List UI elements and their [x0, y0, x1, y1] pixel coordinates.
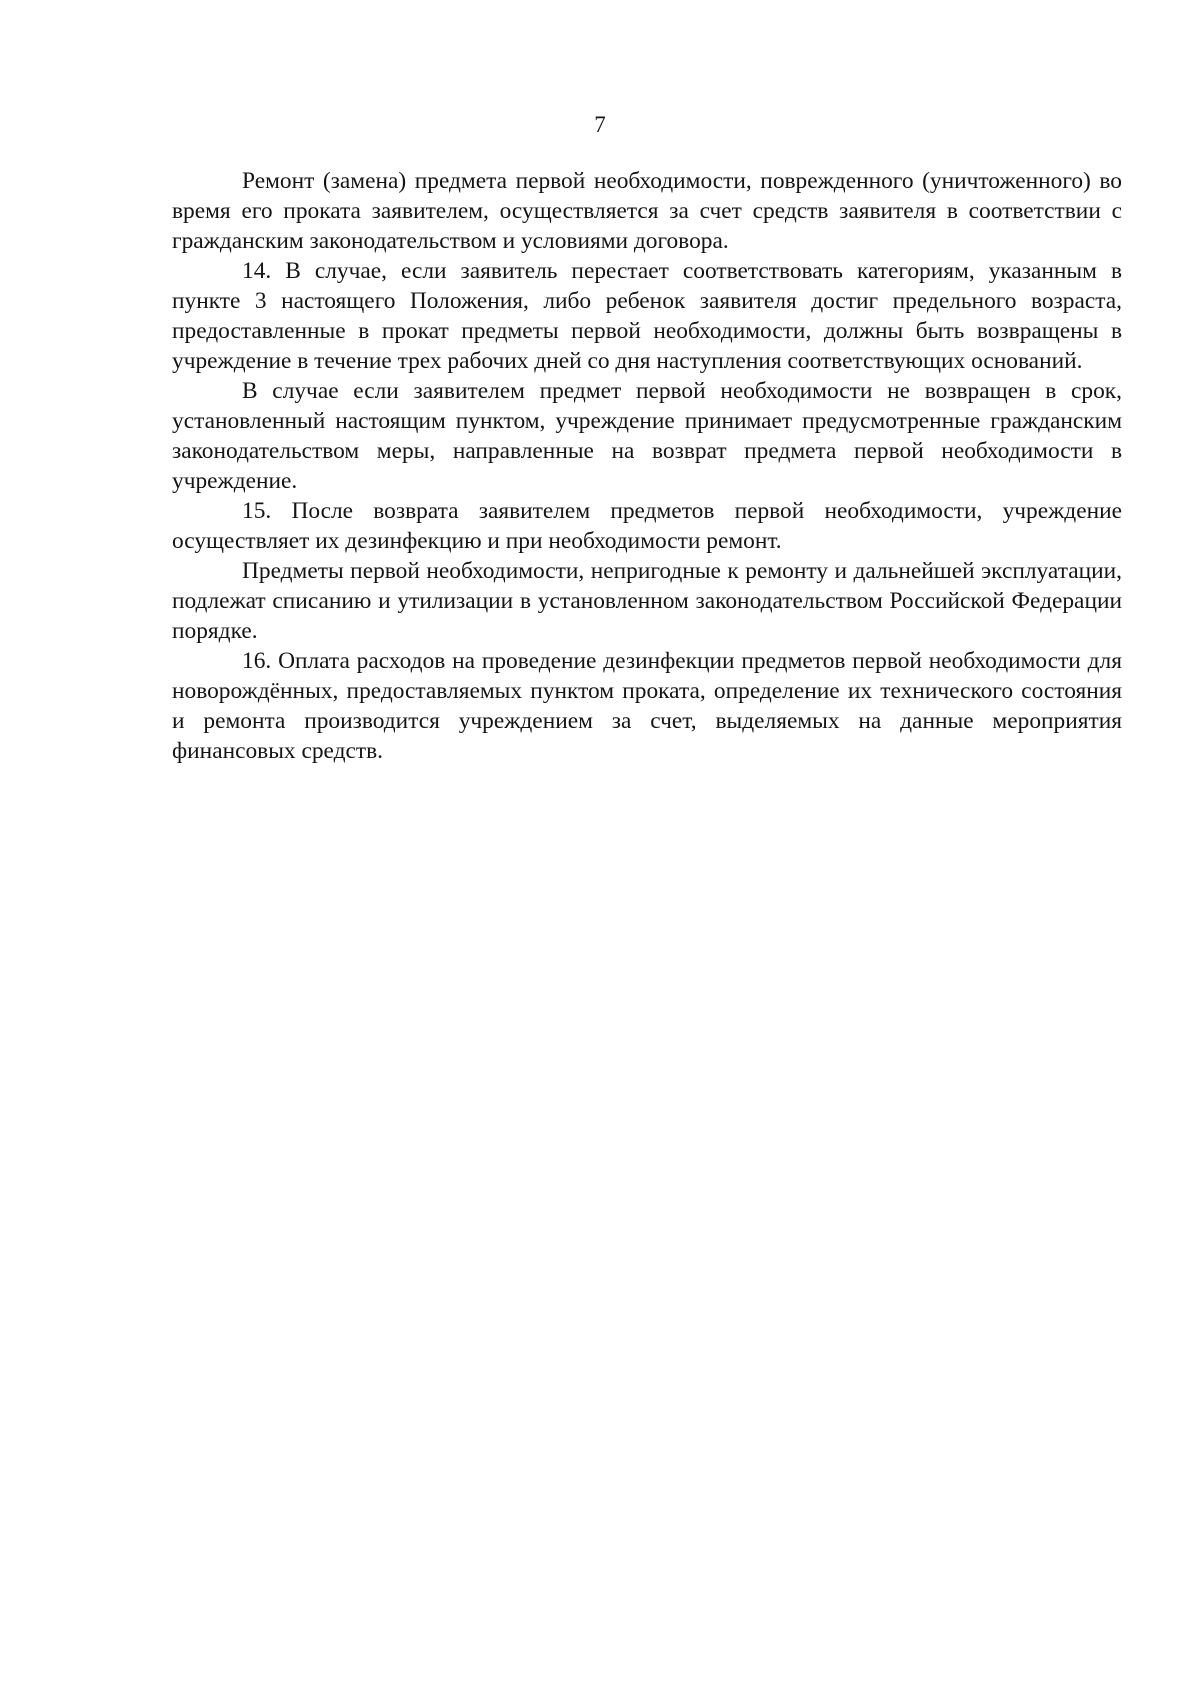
paragraph-write-off: Предметы первой необходимости, непригодные к ремонту и дальнейшей эксплуатации, подлежат списанию и утилизации в установленном законодательством Российской Федерации порядке.	[172, 558, 1122, 644]
paragraph-item-16: 16. Оплата расходов на проведение дезинфекции предметов первой необходимости для новорождённых, предоставляемых пунктом проката, определение их технического состояния и ремонта производится учреждением за счет, выделяемых на данные мероприятия финансовых средств.	[172, 648, 1122, 764]
page-number: 7	[594, 112, 606, 137]
paragraph-item-15: 15. После возврата заявителем предметов первой необходимости, учреждение осуществляет их дезинфекцию и при необходимости ремонт.	[172, 498, 1122, 554]
paragraph-item-14: 14. В случае, если заявитель перестает соответствовать категориям, указанным в пункте 3 настоящего Положения, либо ребенок заявителя достиг предельного возраста, предоставленные в прокат предметы первой необходимости, должны быть возвращены в учреждение в течение трех рабочих дней со дня наступления соответствующих оснований.	[172, 258, 1122, 374]
paragraph-non-return: В случае если заявителем предмет первой необходимости не возвращен в срок, установленный настоящим пунктом, учреждение принимает предусмотренные гражданским законодательством меры, направленные на возврат предмета первой необходимости в учреждение.	[172, 378, 1122, 494]
paragraph-repair: Ремонт (замена) предмета первой необходимости, поврежденного (уничтоженного) во время его проката заявителем, осуществляется за счет средств заявителя в соответствии с гражданским законодательством и условиями договора.	[172, 168, 1122, 254]
document-body	[172, 166, 1122, 766]
